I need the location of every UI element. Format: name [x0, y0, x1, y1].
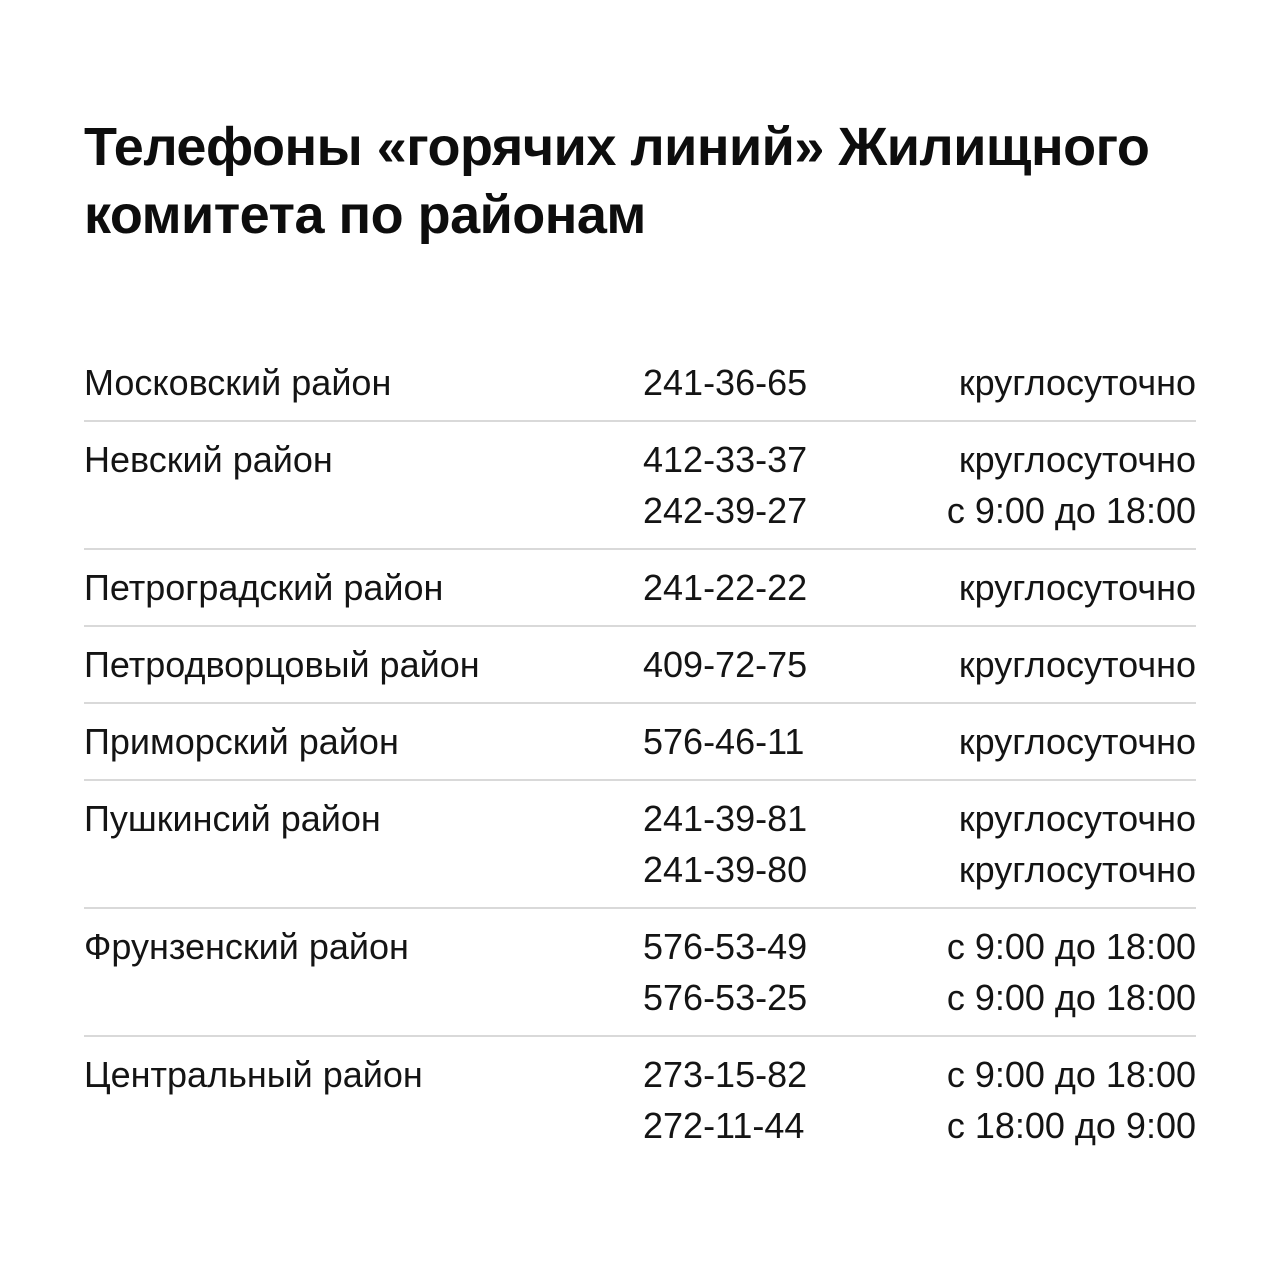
phone-entry [643, 639, 1196, 690]
phone-entry [643, 357, 1196, 408]
phone-number: 576-53-49 [643, 926, 808, 968]
row-entries [643, 639, 1196, 690]
schedule-text: с 18:00 до 9:00 [946, 1105, 1196, 1147]
phone-number: 272-11-44 [643, 1105, 805, 1147]
district-name: Центральный район [84, 1054, 423, 1096]
district-name: Пушкинсий район [84, 798, 381, 840]
phone-number: 412-33-37 [643, 439, 808, 481]
schedule-text: круглосуточно [958, 362, 1196, 404]
schedule-text: с 9:00 до 18:00 [946, 490, 1196, 532]
schedule-text: круглосуточно [958, 567, 1196, 609]
schedule-text: круглосуточно [958, 849, 1196, 891]
phone-entry [643, 1049, 1196, 1100]
phone-entry [643, 485, 1196, 536]
phone-number: 576-46-11 [643, 721, 805, 763]
phone-number: 242-39-27 [643, 490, 808, 532]
table-row [84, 1037, 1196, 1163]
row-entries [643, 921, 1196, 1023]
district-name: Невский район [84, 439, 333, 481]
row-entries [643, 793, 1196, 895]
schedule-text: круглосуточно [958, 798, 1196, 840]
row-entries [643, 1049, 1196, 1151]
phone-entry [643, 434, 1196, 485]
table-row [84, 627, 1196, 704]
district-name: Фрунзенский район [84, 926, 409, 968]
district-name: Московский район [84, 362, 392, 404]
table-row [84, 422, 1196, 550]
schedule-text: с 9:00 до 18:00 [946, 977, 1196, 1019]
district-name: Петродворцовый район [84, 644, 480, 686]
schedule-text: с 9:00 до 18:00 [946, 926, 1196, 968]
row-entries [643, 434, 1196, 536]
district-name: Петроградский район [84, 567, 444, 609]
schedule-text: круглосуточно [958, 644, 1196, 686]
row-entries [643, 562, 1196, 613]
table-row [84, 909, 1196, 1037]
phone-number: 409-72-75 [643, 644, 808, 686]
phone-number: 241-22-22 [643, 567, 808, 609]
phone-entry [643, 562, 1196, 613]
phone-entry [643, 793, 1196, 844]
table-row [84, 550, 1196, 627]
phone-entry [643, 921, 1196, 972]
schedule-text: круглосуточно [958, 721, 1196, 763]
phone-entry [643, 844, 1196, 895]
page-title: Телефоны «горячих линий» Жилищного комитета по районам [84, 117, 1150, 246]
table-row [84, 704, 1196, 781]
table-row [84, 345, 1196, 422]
phone-entry [643, 972, 1196, 1023]
phone-number: 241-36-65 [643, 362, 808, 404]
hotlines-table [84, 345, 1196, 1163]
district-name: Приморский район [84, 721, 399, 763]
table-row [84, 781, 1196, 909]
row-entries [643, 357, 1196, 408]
phone-entry [643, 1100, 1196, 1151]
schedule-text: с 9:00 до 18:00 [946, 1054, 1196, 1096]
phone-number: 273-15-82 [643, 1054, 808, 1096]
phone-number: 241-39-81 [643, 798, 808, 840]
schedule-text: круглосуточно [958, 439, 1196, 481]
phone-number: 576-53-25 [643, 977, 808, 1019]
row-entries [643, 716, 1196, 767]
phone-number: 241-39-80 [643, 849, 808, 891]
phone-entry [643, 716, 1196, 767]
